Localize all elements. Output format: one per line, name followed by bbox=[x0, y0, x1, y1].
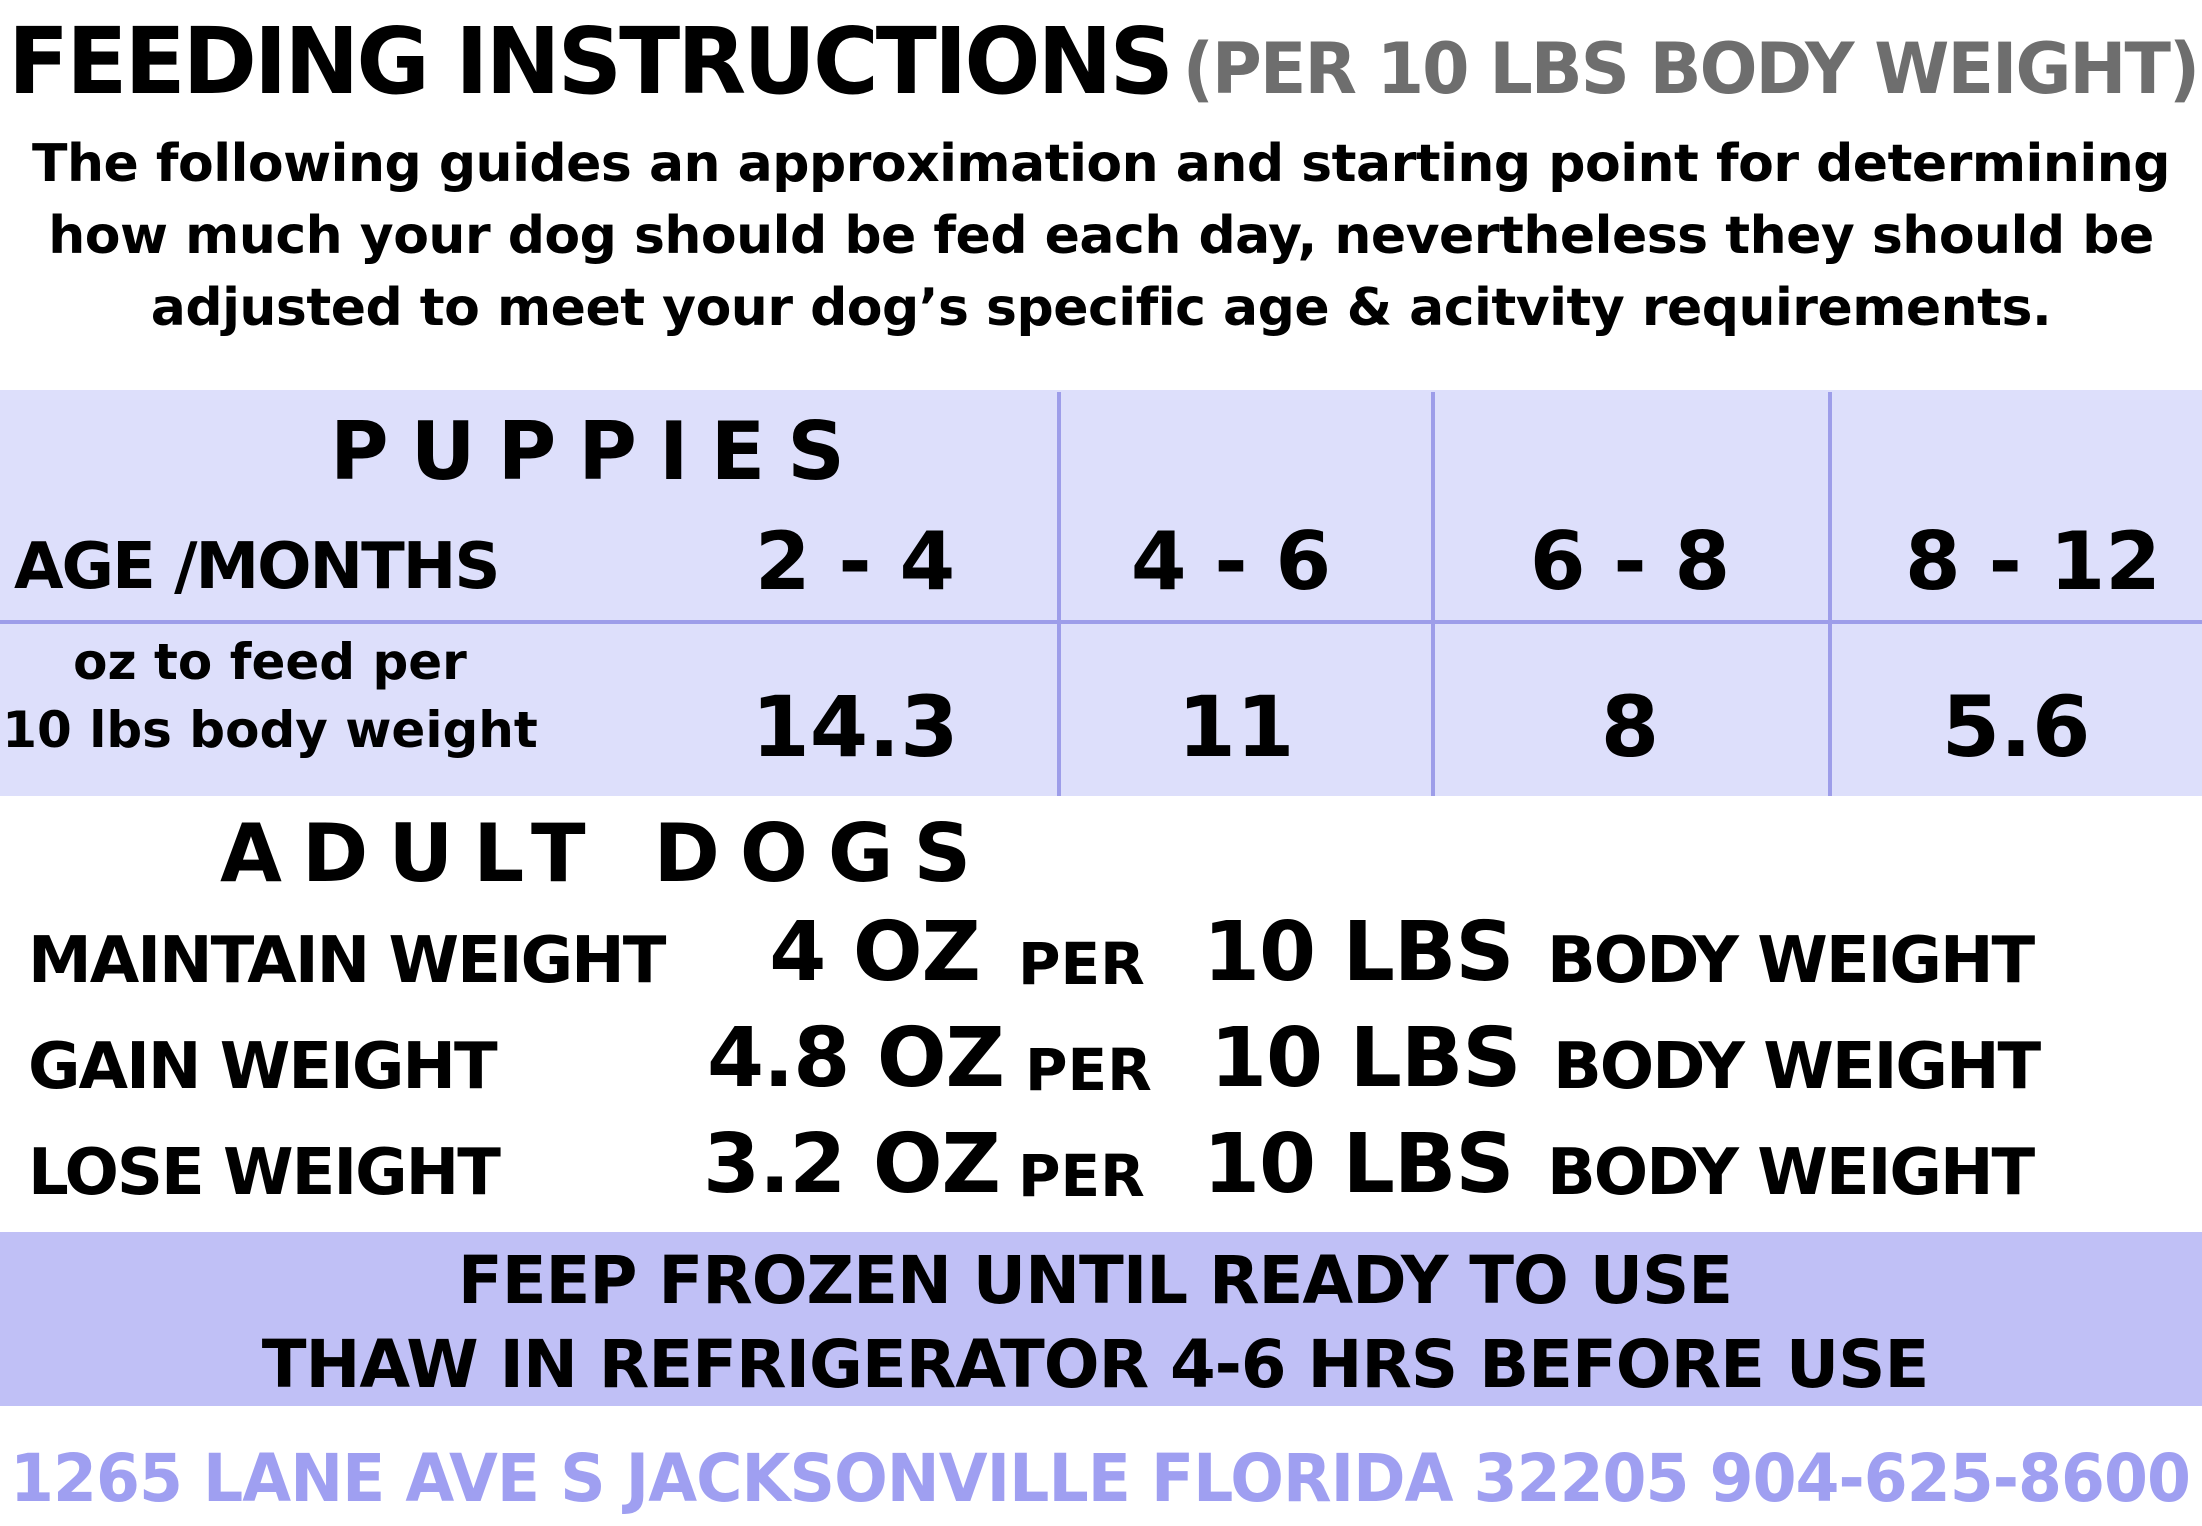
table-divider-horizontal bbox=[0, 620, 2202, 624]
storage-instruction: FEEP FROZEN UNTIL READY TO USE bbox=[457, 1242, 1733, 1319]
adult-feeding-row bbox=[0, 905, 2202, 1008]
adult-dogs-heading: ADULT DOGS bbox=[220, 807, 992, 900]
intro-paragraph: The following guides an approximation and starting point for determining how much your dog should be fed each day, nevertheless they should be adjusted to meet your dog’s specific age & acitvity requirements. bbox=[32, 134, 2170, 338]
row-per: PER bbox=[1018, 930, 1145, 998]
row-amount: 3.2 OZ bbox=[703, 1117, 1000, 1212]
row-lbs: 10 LBS bbox=[1203, 905, 1514, 1000]
row-body-weight: BODY WEIGHT bbox=[1547, 1136, 2034, 1210]
adult-feeding-row bbox=[0, 1011, 2202, 1114]
footer-address: 1265 LANE AVE S JACKSONVILLE FLORIDA 32205 904-625-8600 bbox=[10, 1440, 2190, 1517]
row-per: PER bbox=[1018, 1142, 1145, 1210]
row-amount: 4.8 OZ bbox=[707, 1011, 1004, 1106]
row-body-weight: BODY WEIGHT bbox=[1547, 924, 2034, 998]
oz-amount-cell: 8 bbox=[1600, 678, 1660, 776]
oz-per-weight-label bbox=[0, 628, 540, 764]
age-range-cell: 2 - 4 bbox=[754, 515, 956, 608]
oz-amount-cell: 5.6 bbox=[1941, 678, 2091, 776]
storage-instruction: THAW IN REFRIGERATOR 4-6 HRS BEFORE USE bbox=[261, 1326, 1929, 1403]
age-range-cell: 4 - 6 bbox=[1130, 515, 1332, 608]
row-body-weight: BODY WEIGHT bbox=[1553, 1030, 2040, 1104]
puppies-heading: PUPPIES bbox=[330, 405, 867, 498]
row-label: LOSE WEIGHT bbox=[28, 1136, 499, 1210]
adult-feeding-row bbox=[0, 1117, 2202, 1220]
row-amount: 4 OZ bbox=[769, 905, 980, 1000]
age-months-label: AGE /MONTHS bbox=[14, 530, 499, 604]
age-range-cell: 6 - 8 bbox=[1529, 515, 1731, 608]
table-divider-vertical bbox=[1431, 392, 1435, 796]
row-label: GAIN WEIGHT bbox=[28, 1030, 496, 1104]
page-title bbox=[8, 8, 2199, 115]
title-subtitle: (PER 10 LBS BODY WEIGHT) bbox=[1182, 28, 2199, 110]
age-range-cell: 8 - 12 bbox=[1905, 515, 2161, 608]
row-lbs: 10 LBS bbox=[1203, 1117, 1514, 1212]
title-text: FEEDING INSTRUCTIONS bbox=[8, 8, 1172, 115]
oz-label-line: 10 lbs body weight bbox=[2, 701, 538, 759]
row-label: MAINTAIN WEIGHT bbox=[28, 924, 665, 998]
row-lbs: 10 LBS bbox=[1210, 1011, 1521, 1106]
oz-amount-cell: 14.3 bbox=[751, 678, 959, 776]
oz-label-line: oz to feed per bbox=[73, 633, 467, 691]
oz-amount-cell: 11 bbox=[1177, 678, 1295, 776]
row-per: PER bbox=[1025, 1036, 1152, 1104]
